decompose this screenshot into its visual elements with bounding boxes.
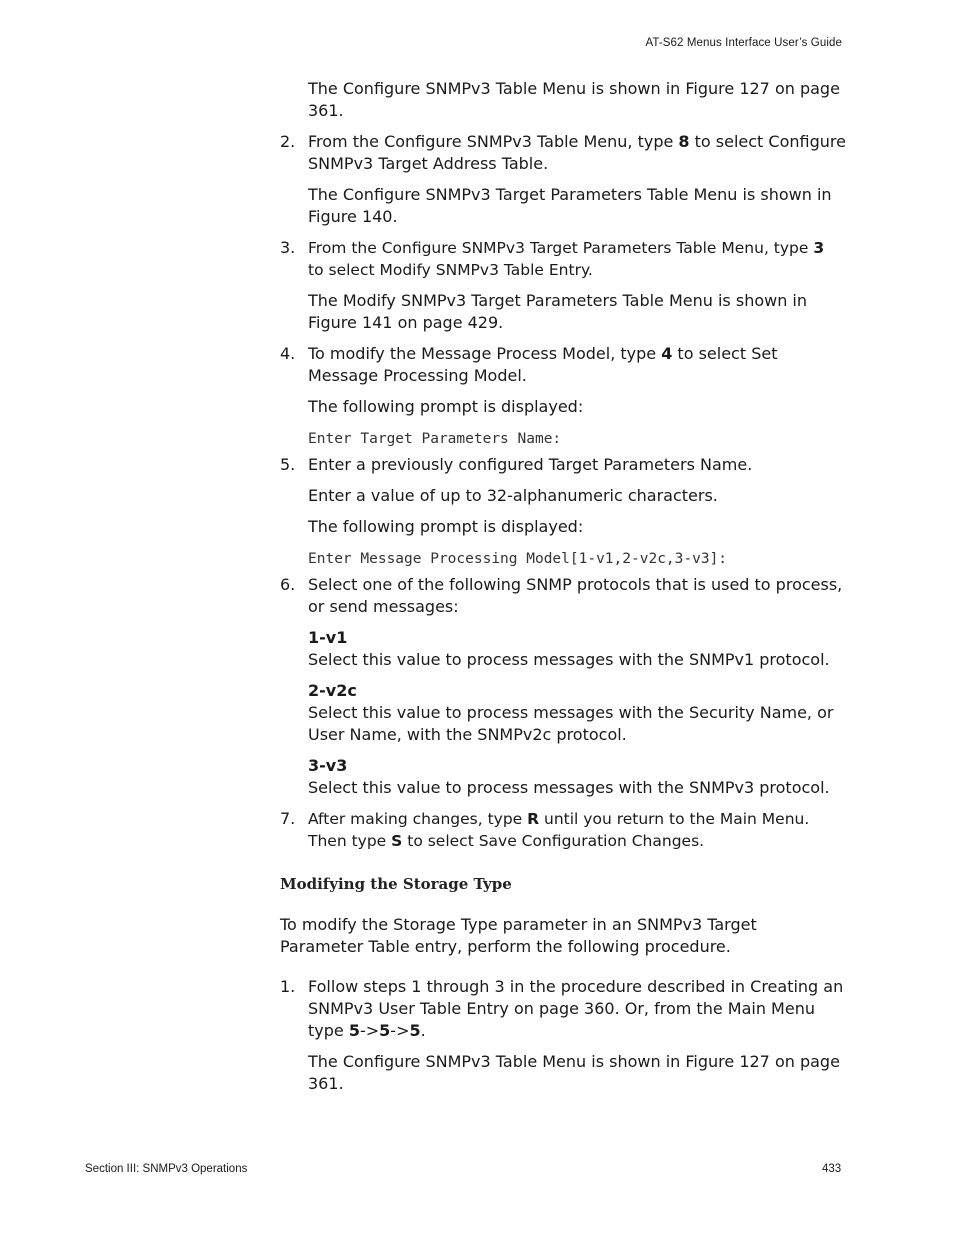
option-term: 3-v3 bbox=[308, 756, 348, 775]
step-text: Select one of the following SNMP protocols that is used to process, or send messages: bbox=[308, 575, 843, 616]
section-heading: Modifying the Storage Type bbox=[280, 875, 512, 893]
step-text: From the Configure SNMPv3 Target Parameters Table Menu, type 3 to select Modify SNMPv3 Table Entry. bbox=[308, 239, 825, 279]
option-desc: Select this value to process messages with the SNMPv3 protocol. bbox=[308, 778, 830, 797]
running-header: AT-S62 Menus Interface User’s Guide bbox=[645, 37, 842, 49]
code-prompt: Enter Target Parameters Name: bbox=[308, 431, 562, 447]
code-prompt: Enter Message Processing Model[1-v1,2-v2c,3-v3]: bbox=[308, 551, 728, 567]
step-text: From the Configure SNMPv3 Table Menu, type 8 to select Configure SNMPv3 Target Address Table. bbox=[308, 132, 846, 173]
step-number: 3. bbox=[280, 238, 296, 257]
option-term: 2-v2c bbox=[308, 681, 357, 700]
paragraph: To modify the Storage Type parameter in an SNMPv3 Target Parameter Table entry, perform the following procedure. bbox=[280, 915, 757, 956]
step-note: The Configure SNMPv3 Table Menu is shown in Figure 127 on page 361. bbox=[308, 1052, 840, 1093]
paragraph: The Configure SNMPv3 Table Menu is shown in Figure 127 on page 361. bbox=[308, 79, 840, 120]
step-number: 4. bbox=[280, 344, 296, 363]
step-number: 1. bbox=[280, 977, 296, 996]
option-desc: Select this value to process messages with the SNMPv1 protocol. bbox=[308, 650, 830, 669]
step-text: Enter a previously configured Target Parameters Name. bbox=[308, 455, 753, 474]
step-number: 7. bbox=[280, 809, 296, 828]
step-note: The Modify SNMPv3 Target Parameters Table Menu is shown in Figure 141 on page 429. bbox=[308, 291, 808, 332]
step-number: 5. bbox=[280, 455, 296, 474]
page-number: 433 bbox=[822, 1163, 842, 1175]
step-number: 2. bbox=[280, 132, 296, 151]
option-desc: Select this value to process messages with the Security Name, or User Name, with the SNMPv2c protocol. bbox=[308, 703, 834, 744]
step-text: After making changes, type R until you return to the Main Menu. Then type S to select Save Configuration Changes. bbox=[308, 810, 810, 850]
step-note: Enter a value of up to 32-alphanumeric characters. bbox=[308, 486, 718, 505]
step-text: Follow steps 1 through 3 in the procedure described in Creating an SNMPv3 User Table Entry on page 360. Or, from the Main Menu type 5->5->5. bbox=[308, 977, 844, 1040]
footer-section: Section III: SNMPv3 Operations bbox=[85, 1163, 248, 1175]
step-note: The following prompt is displayed: bbox=[308, 397, 584, 416]
step-number: 6. bbox=[280, 575, 296, 594]
step-note: The Configure SNMPv3 Target Parameters Table Menu is shown in Figure 140. bbox=[308, 185, 832, 226]
step-note: The following prompt is displayed: bbox=[308, 517, 584, 536]
option-term: 1-v1 bbox=[308, 628, 348, 647]
step-text: To modify the Message Process Model, type 4 to select Set Message Processing Model. bbox=[308, 344, 778, 385]
